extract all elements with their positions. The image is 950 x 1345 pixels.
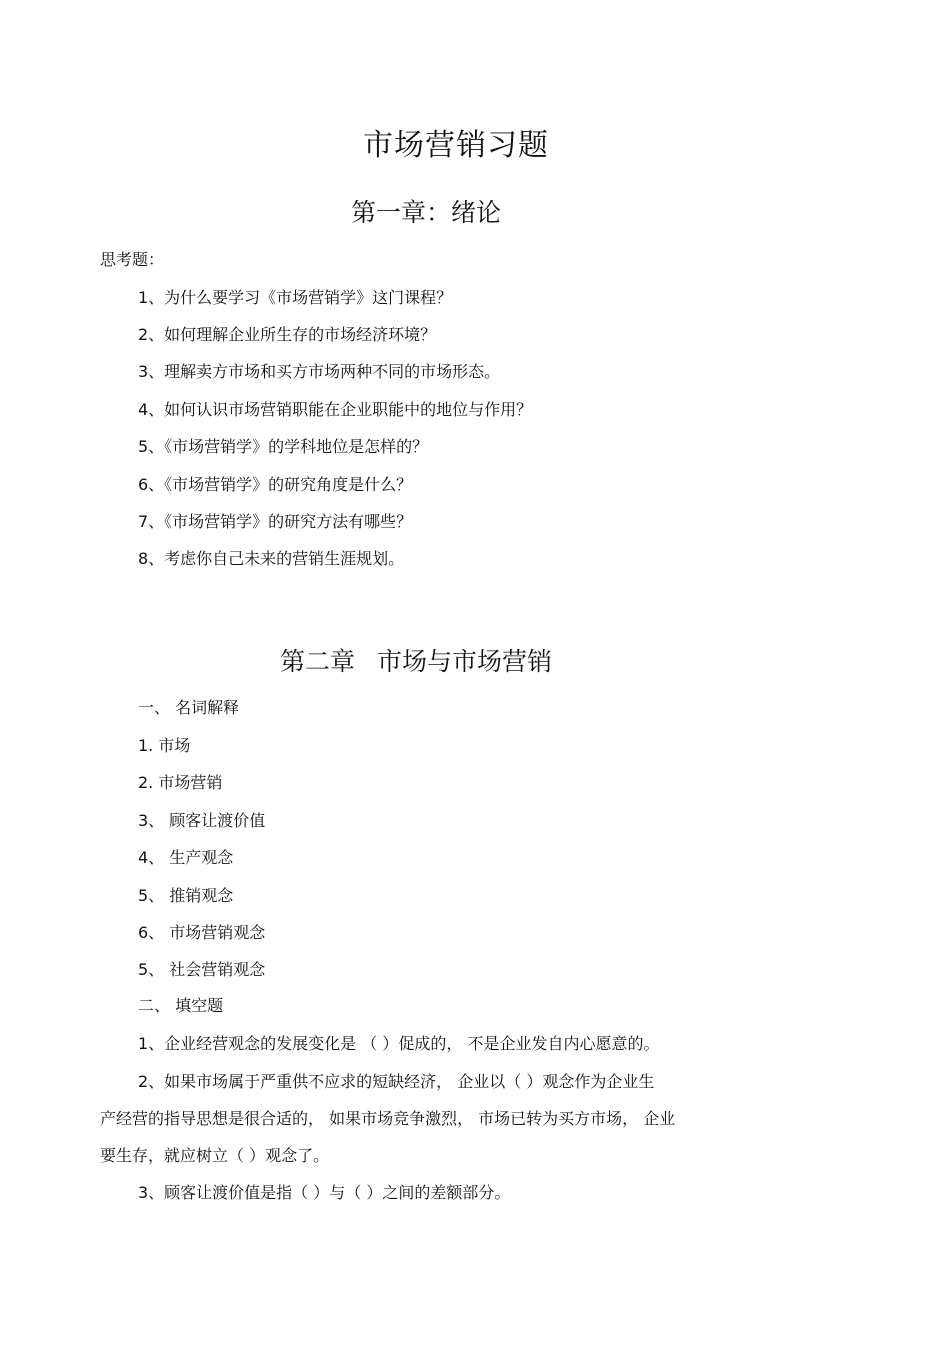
question-5: 5、《市场营销学》的学科地位是怎样的？ [138,437,429,456]
term-1: 1. 市场 [138,736,191,755]
chapter1-heading: 第一章：绪论 [350,198,501,227]
chapter2-heading-number: 第二章 [280,647,356,676]
fill-question-2-line1: 2、如果市场属于严重供不应求的短缺经济， 企业以（ ）观念作为企业生 [138,1072,655,1091]
term-4: 4、 生产观念 [138,848,234,867]
section-terms-heading: 一、 名词解释 [138,698,240,717]
question-2: 2、如何理解企业所生存的市场经济环境？ [138,325,437,344]
term-6: 6、 市场营销观念 [138,923,266,942]
section-fill-heading: 二、 填空题 [138,996,224,1015]
question-4: 4、如何认识市场营销职能在企业职能中的地位与作用？ [138,400,533,419]
question-1: 1、为什么要学习《市场营销学》这门课程？ [138,288,453,307]
document-title: 市场营销习题 [363,128,549,163]
fill-question-3: 3、顾客让渡价值是指（ ）与（ ）之间的差额部分。 [138,1183,511,1202]
question-7: 7、《市场营销学》的研究方法有哪些？ [138,512,413,531]
term-5: 5、 推销观念 [138,886,234,905]
chapter2-heading-title: 市场与市场营销 [377,647,553,676]
chapter1-prompt: 思考题： [100,250,165,269]
question-6: 6、《市场营销学》的研究角度是什么？ [138,475,413,494]
question-8: 8、考虑你自己未来的营销生涯规划。 [138,549,405,568]
question-3: 3、理解卖方市场和买方市场两种不同的市场形态。 [138,362,501,381]
term-3: 3、 顾客让渡价值 [138,811,266,830]
fill-question-2-line3: 要生存，就应树立（ ）观念了。 [100,1146,330,1165]
chapter2-heading [280,642,552,678]
term-2: 2. 市场营销 [138,773,223,792]
fill-question-1: 1、企业经营观念的发展变化是 （ ）促成的， 不是企业发自内心愿意的。 [138,1034,660,1053]
fill-question-2-line2: 产经营的指导思想是很合适的， 如果市场竞争激烈， 市场已转为买方市场， 企业 [100,1109,676,1128]
term-7: 5、 社会营销观念 [138,960,266,979]
